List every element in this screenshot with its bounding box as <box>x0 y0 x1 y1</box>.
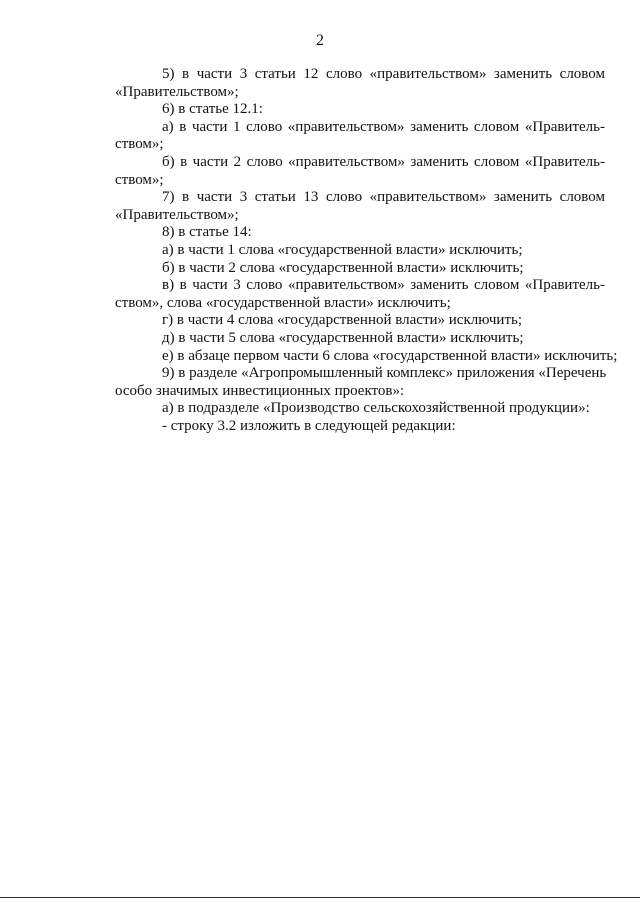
text-line: 7) в части 3 статьи 13 слово «правительством» заменить словом <box>162 189 605 206</box>
text-line: а) в подразделе «Производство сельскохозяйственной продукции»: <box>162 400 590 417</box>
text-line: «Правительством»; <box>115 83 239 100</box>
text-line: - строку 3.2 изложить в следующей редакции: <box>162 417 456 434</box>
text-line: е) в абзаце первом части 6 слова «государственной власти» исключить; <box>162 347 618 364</box>
text-line: г) в части 4 слова «государственной власти» исключить; <box>162 312 523 329</box>
text-line: ством»; <box>115 171 164 188</box>
text-line: «Правительством»; <box>115 206 239 223</box>
text-line: 6) в статье 12.1: <box>162 101 263 118</box>
text-line: 5) в части 3 статьи 12 слово «правительством» заменить словом <box>162 66 605 82</box>
text-line: ством»; <box>115 136 164 153</box>
text-line: в) в части 3 слово «правительством» заменить словом «Правитель- <box>162 277 605 294</box>
text-line: ством», слова «государственной власти» исключить; <box>115 294 451 311</box>
text-line: а) в части 1 слово «правительством» заменить словом «Правитель- <box>162 118 605 135</box>
text-line: а) в части 1 слова «государственной власти» исключить; <box>162 241 523 258</box>
text-line: 8) в статье 14: <box>162 224 252 241</box>
text-line: б) в части 2 слова «государственной власти» исключить; <box>162 259 524 276</box>
text-line: особо значимых инвестиционных проектов»: <box>115 382 405 399</box>
page-number: 2 <box>316 32 324 49</box>
page-bottom-rule <box>0 897 640 898</box>
text-line: 9) в разделе «Агропромышленный комплекс» приложения «Перечень <box>162 365 607 382</box>
document-body <box>115 66 618 435</box>
text-line: д) в части 5 слова «государственной власти» исключить; <box>162 329 524 346</box>
text-line: б) в части 2 слово «правительством» заменить словом «Правитель- <box>162 153 605 170</box>
